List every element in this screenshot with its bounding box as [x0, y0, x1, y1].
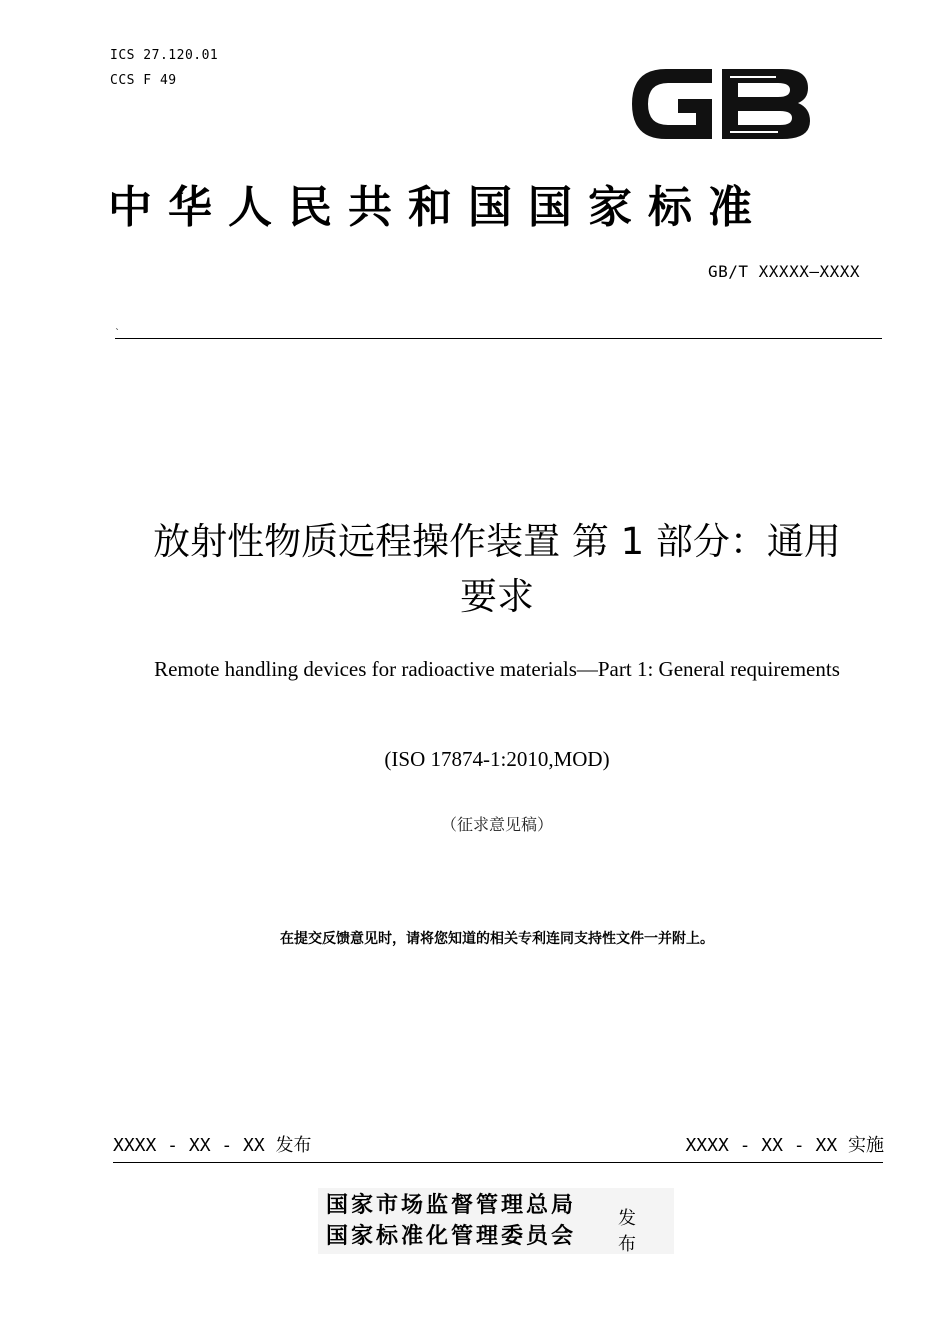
top-divider — [115, 338, 882, 339]
ics-code: ICS 27.120.01 — [110, 48, 219, 63]
title-english: Remote handling devices for radioactive materials—Part 1: General requirements — [154, 657, 840, 681]
title-chinese-line1: 放射性物质远程操作装置 第 1 部分：通用 — [153, 520, 841, 563]
national-standard-title: 中华人民共和国国家标准 — [108, 182, 768, 233]
issuer-samr: 国家市场监督管理总局 — [326, 1192, 577, 1218]
bottom-divider — [113, 1162, 883, 1163]
standard-code: GB/T XXXXX—XXXX — [708, 262, 860, 281]
issue-date: XXXX - XX - XX 发布 — [113, 1135, 312, 1156]
title-chinese-line2: 要求 — [460, 575, 534, 618]
iso-reference: (ISO 17874-1:2010,MOD) — [384, 747, 610, 771]
implementation-date: XXXX - XX - XX 实施 — [685, 1135, 884, 1156]
gb-logo — [626, 55, 812, 153]
stray-mark: ` — [115, 328, 120, 339]
draft-label: （征求意见稿） — [440, 817, 553, 834]
issuer-block — [318, 1188, 674, 1254]
ccs-code: CCS F 49 — [110, 73, 177, 88]
issue-word: 发布 — [618, 1208, 648, 1255]
issuer-sac: 国家标准化管理委员会 — [326, 1223, 577, 1249]
patent-notice: 在提交反馈意见时，请将您知道的相关专利连同支持性文件一并附上。 — [280, 931, 714, 947]
